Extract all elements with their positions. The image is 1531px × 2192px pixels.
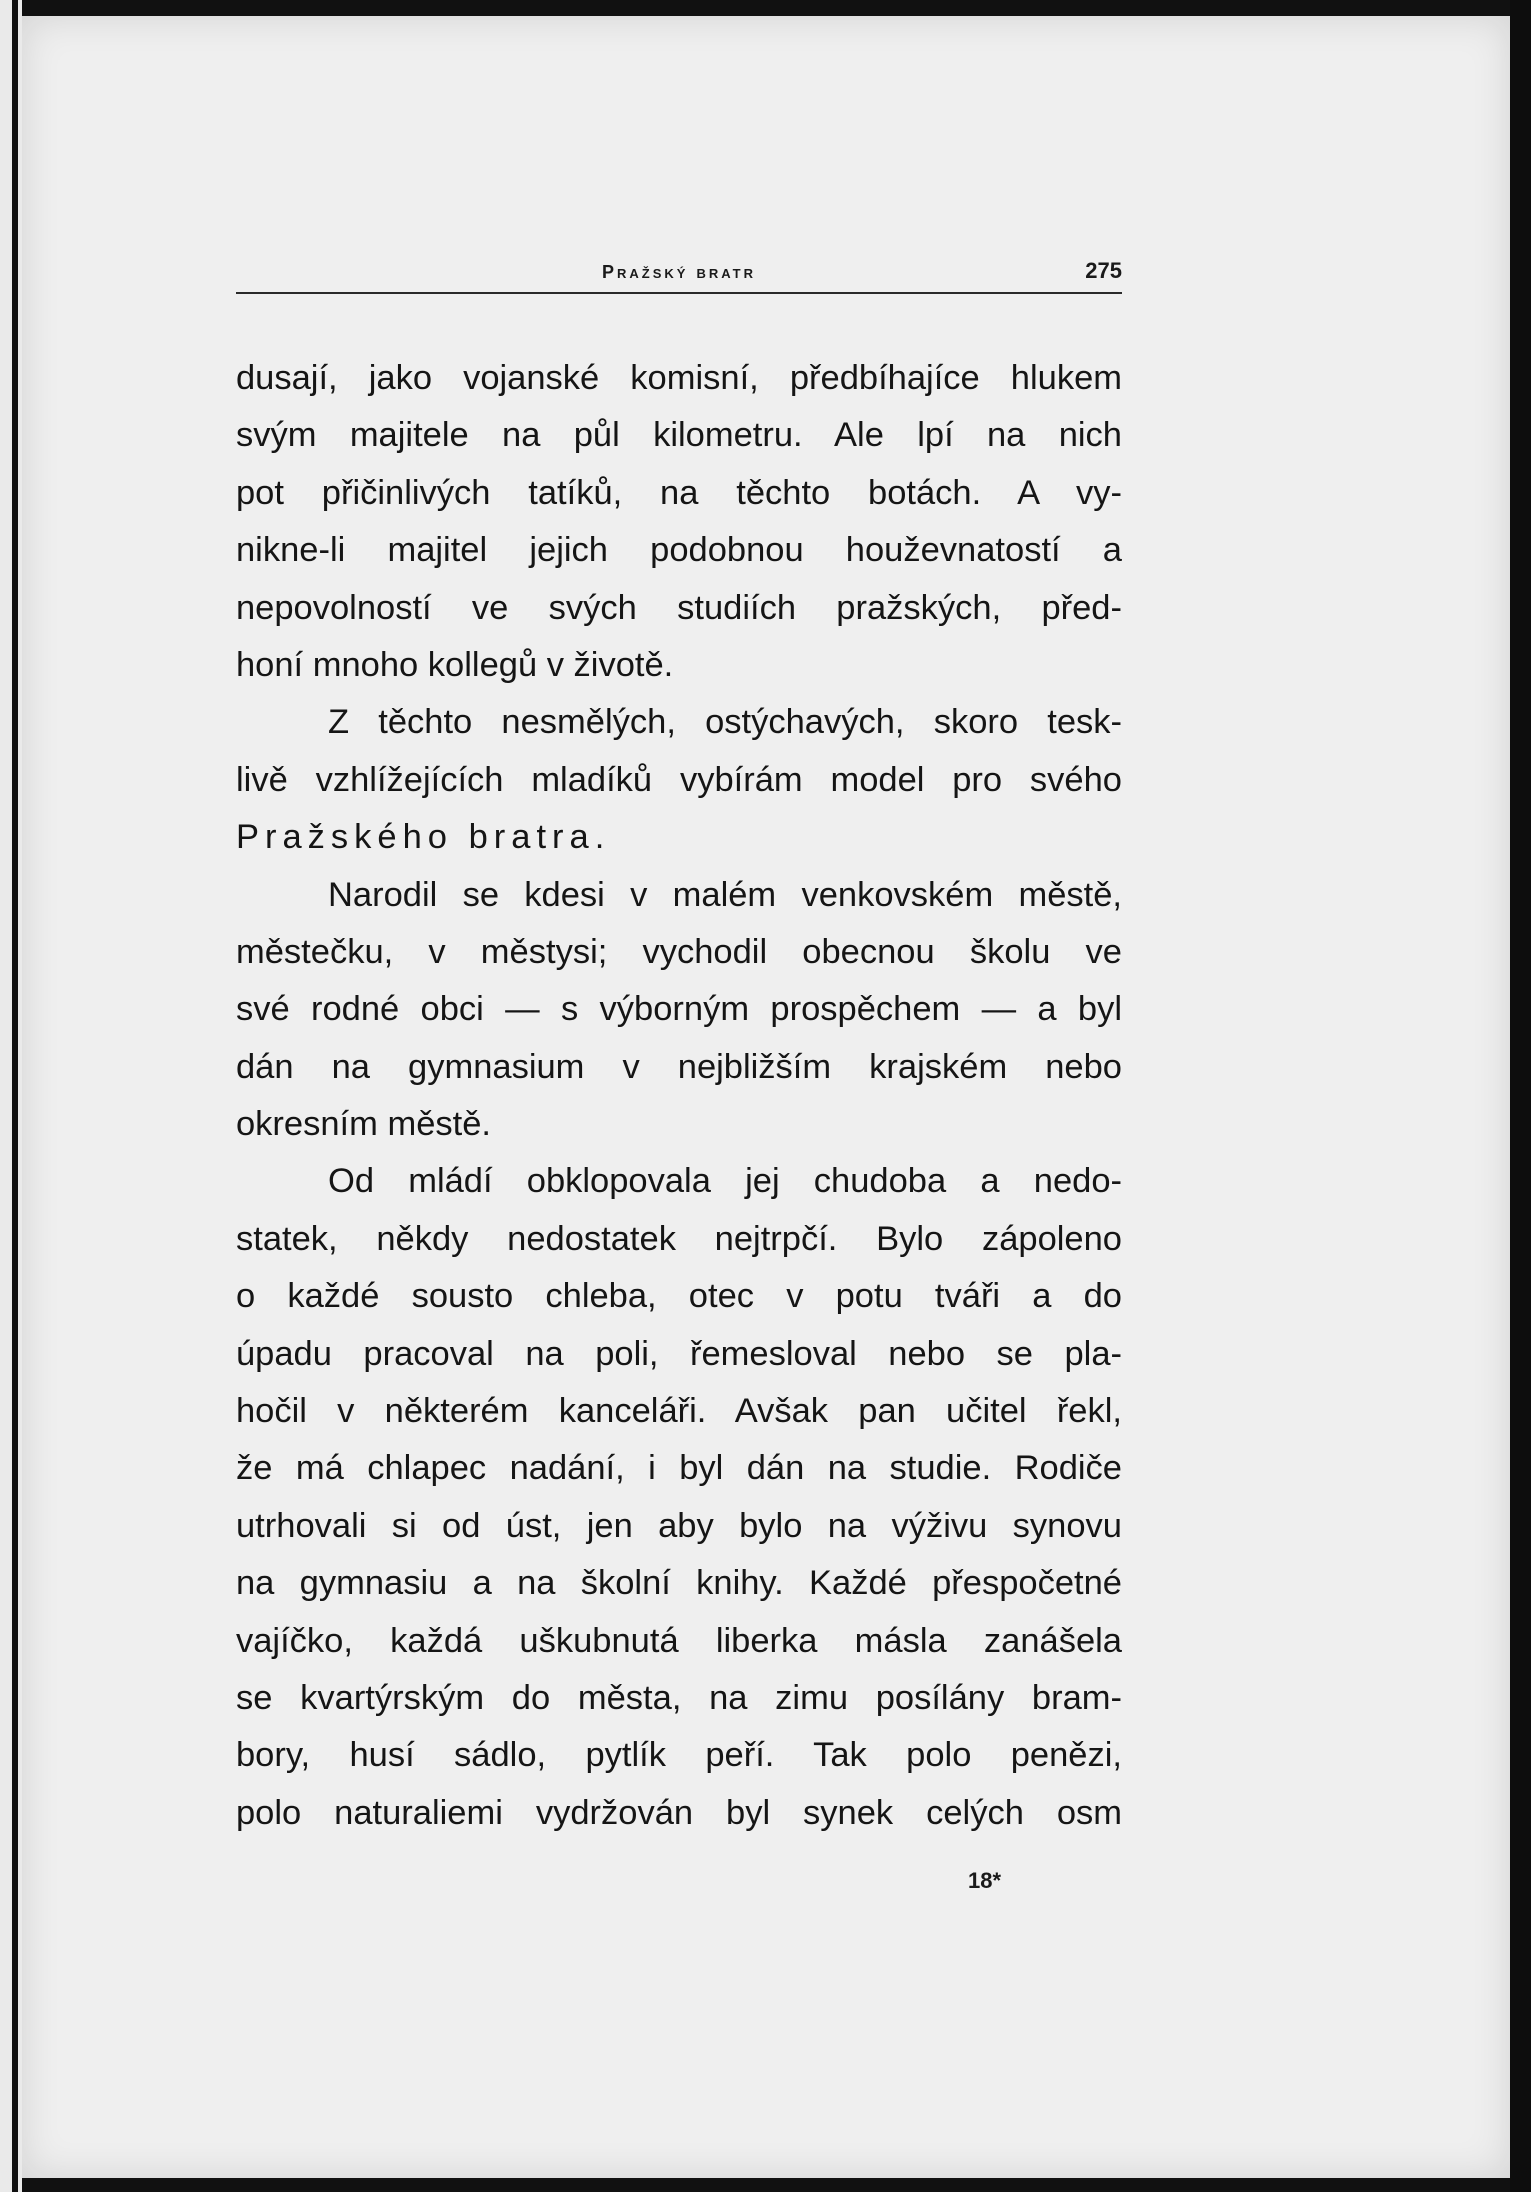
header-rule [236, 292, 1122, 294]
text-line: statek, někdy nedostatek nejtrpčí. Bylo zápoleno [236, 1219, 1122, 1258]
text-line: vajíčko, každá uškubnutá liberka másla zanášela [236, 1621, 1122, 1660]
body-text [236, 350, 1122, 1842]
printer-signature-mark: 18* [968, 1868, 1002, 1893]
text-line: svým majitele na půl kilometru. Ale lpí na nich [236, 416, 1122, 455]
page-header [236, 258, 1122, 292]
text-line: Z těchto nesmělých, ostýchavých, skoro tesk- [328, 703, 1122, 742]
text-line: se kvartýrským do města, na zimu posílány bram- [236, 1678, 1122, 1717]
right-scan-border [1510, 0, 1531, 2192]
text-line: polo naturaliemi vydržován byl synek celých osm [236, 1793, 1122, 1832]
text-line: své rodné obci — s výborným prospěchem — a byl [236, 990, 1122, 1029]
text-line: Od mládí obklopovala jej chudoba a nedo- [328, 1162, 1122, 1201]
text-line: honí mnoho kollegů v životě. [236, 645, 674, 684]
text-line: na gymnasiu a na školní knihy. Každé přespočetné [236, 1564, 1122, 1603]
text-line: nepovolností ve svých studiích pražských, před- [236, 588, 1122, 627]
text-line: livě vzhlížejících mladíků vybírám model pro svého [236, 760, 1122, 799]
page-number: 275 [1085, 258, 1122, 283]
text-line: o každé sousto chleba, otec v potu tváři a do [236, 1277, 1122, 1316]
text-line: pot přičinlivých tatíků, na těchto botách. A vy- [236, 473, 1122, 512]
left-page-edge [0, 0, 22, 2192]
emphasized-title: Pražského bratra. [236, 818, 611, 857]
text-line: nikne-li majitel jejich podobnou houževnatostí a [236, 531, 1122, 570]
text-line: hočil v některém kanceláři. Avšak pan učitel řekl, [236, 1392, 1122, 1431]
text-line: úpadu pracoval na poli, řemesloval nebo se pla- [236, 1334, 1122, 1373]
text-line: Narodil se kdesi v malém venkovském městě, [328, 875, 1122, 914]
text-line: že má chlapec nadání, i byl dán na studie. Rodiče [236, 1449, 1122, 1488]
text-line: bory, husí sádlo, pytlík peří. Tak polo penězi, [236, 1736, 1122, 1775]
text-line: dán na gymnasium v nejbližším krajském nebo [236, 1047, 1122, 1086]
text-line: dusají, jako vojanské komisní, předbíhajíce hlukem [236, 359, 1122, 397]
text-line: utrhovali si od úst, jen aby bylo na výživu synovu [236, 1506, 1122, 1545]
text-line: městečku, v městysi; vychodil obecnou školu ve [236, 932, 1122, 971]
text-line: okresním městě. [236, 1105, 491, 1144]
running-title: Pražský bratr [602, 262, 756, 282]
